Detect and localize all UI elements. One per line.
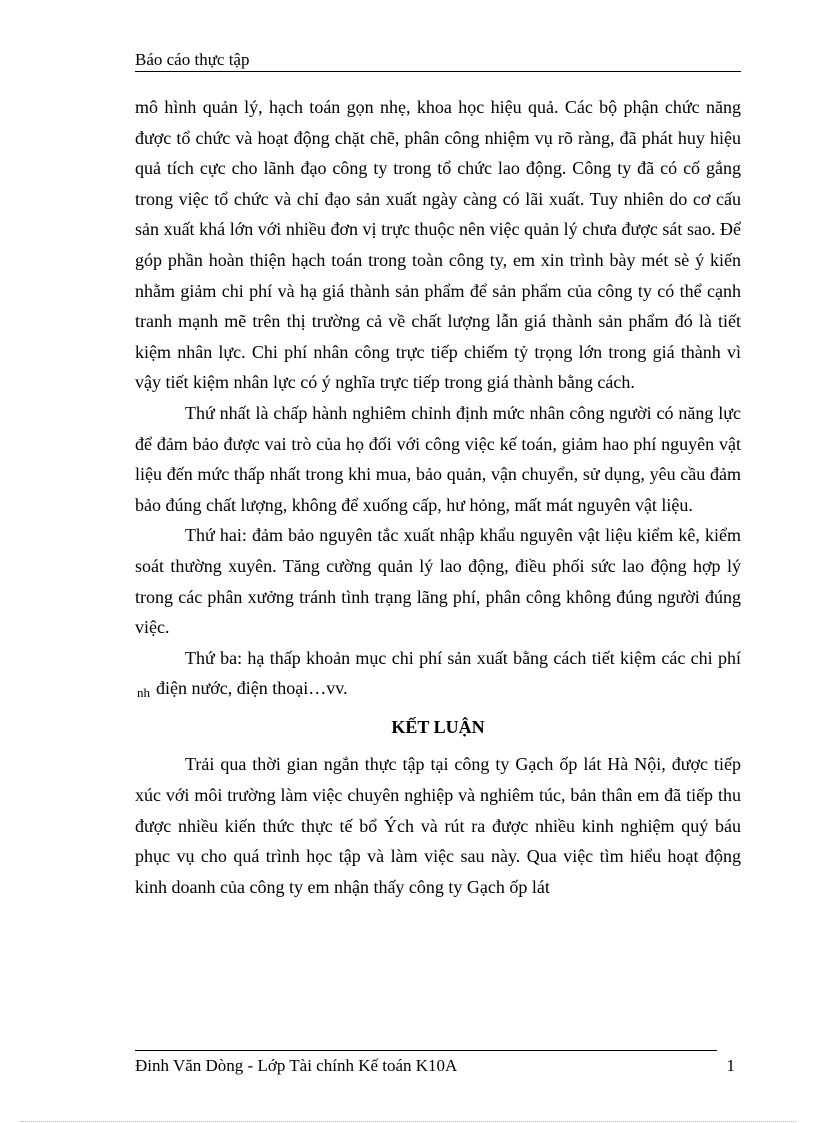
page-number: 1 [726, 1056, 735, 1075]
paragraph-third-text-a: Thứ ba: hạ thấp khoản mục chi phí sản xuất bằng cách tiết kiệm các chi phí [185, 647, 741, 668]
paragraph-first-measure: Thứ nhất là chấp hành nghiêm chỉnh định mức nhân công người có năng lực để đảm bảo được vai trò của họ đối với công việc kế toán, giảm hao phí nguyên vật liệu đến mức thấp nhất trong khi mua, bảo quản, vận chuyển, sử dụng, yêu cầu đảm bảo đúng chất lượng, không để xuống cấp, hư hỏng, mất mát nguyên vật liệu. [135, 402, 741, 515]
paragraph-conclusion: Trải qua thời gian ngắn thực tập tại công ty Gạch ốp lát Hà Nội, được tiếp xúc với môi trường làm việc chuyên nghiệp và nghiêm túc, bản thân em đã tiếp thu được nhiều kiến thức thực tế bổ Ých và rút ra được nhiều kinh nghiệm quý báu phục vụ cho quá trình học tập và làm việc sau này. Qua việc tìm hiểu hoạt động kinh doanh của công ty em nhận thấy công ty Gạch ốp lát [135, 754, 741, 897]
paragraph-intro: mô hình quản lý, hạch toán gọn nhẹ, khoa học hiệu quả. Các bộ phận chức năng được tổ chức và hoạt động chặt chẽ, phân công nhiệm vụ rõ ràng, đã phát huy hiệu quả tích cực cho lãnh đạo công ty trong tổ chức lao động. Công ty đã có cố gắng trong việc tổ chức và chỉ đạo sản xuất ngày càng có lãi xuất. Tuy nhiên do cơ cấu sản xuất khá lớn với nhiều đơn vị trực thuộc nên việc quản lý chưa được sát sao. Để góp phần hoàn thiện hạch toán trong toàn công ty, em xin trình bày mét sè ý kiến nhằm giảm chi phí và hạ giá thành sản phẩm để sản phẩm của công ty có thể cạnh tranh mạnh mẽ trên thị trường cả về chất lượng lẫn giá thành sản phẩm đó là tiết kiệm nhân lực. Chi phí nhân công trực tiếp chiếm tỷ trọng lớn trong giá thành vì vậy tiết kiệm nhân lực có ý nghĩa trực tiếp trong giá thành bằng cách. [135, 97, 741, 393]
paragraph-third-measure [135, 643, 741, 709]
footer-author: Đinh Văn Dòng - Lớp Tài chính Kế toán K10A [135, 1056, 458, 1075]
footer-divider [135, 1050, 717, 1051]
page-footer [135, 1055, 741, 1077]
paragraph-second-measure: Thứ hai: đảm bảo nguyên tắc xuất nhập khẩu nguyên vật liệu kiểm kê, kiểm soát thường xuyên. Tăng cường quản lý lao động, điều phối sức lao động hợp lý trong các phân xưởng tránh tình trạng lãng phí, phân công không đúng người đúng việc. [135, 525, 741, 638]
document-body [135, 92, 741, 902]
page-header [135, 50, 741, 72]
header-title: Báo cáo thực tập [135, 50, 250, 69]
paragraph-third-fragment: nh [137, 685, 150, 701]
page-edge-divider [20, 1121, 796, 1122]
conclusion-heading: KẾT LUẬN [391, 716, 485, 737]
paragraph-third-text-b: điện nước, điện thoại…vv. [156, 678, 348, 699]
